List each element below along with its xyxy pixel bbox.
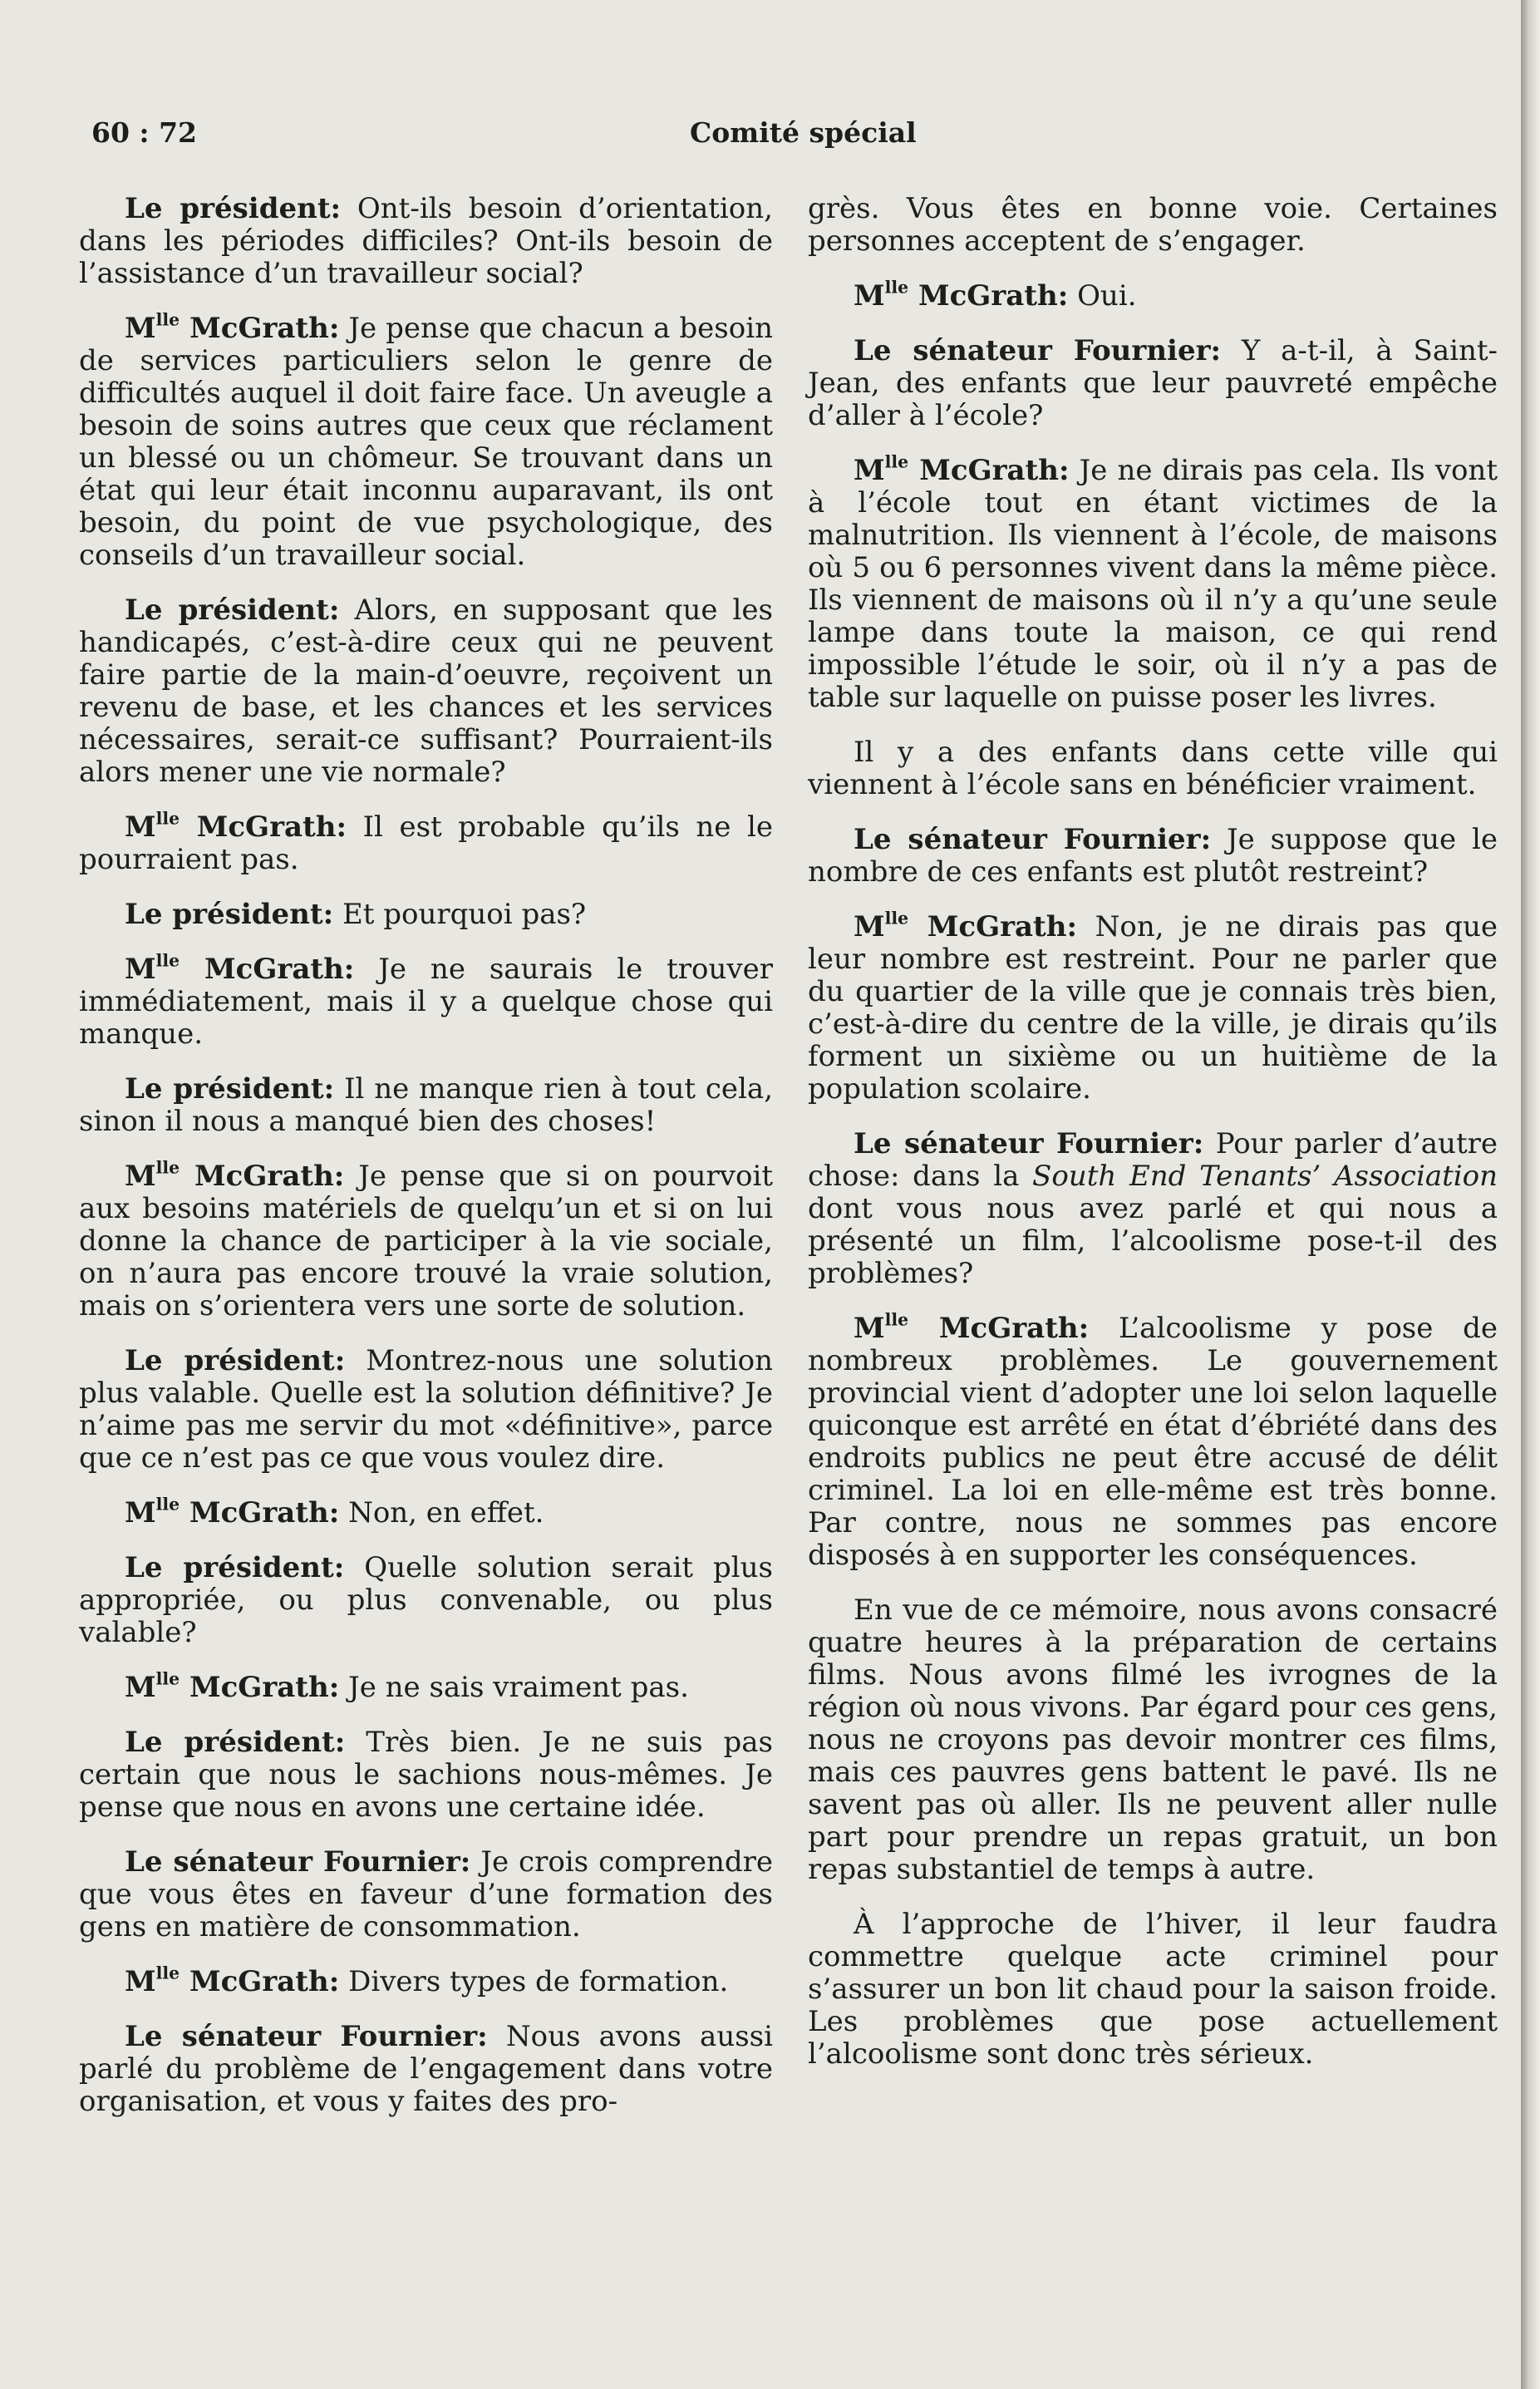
speech-text: Je suppose que le nombre de ces enfants est plutôt restreint? (808, 823, 1498, 889)
speaker-title-sup: lle (155, 1963, 180, 1983)
speaker-name (854, 1309, 1090, 1345)
running-title: Comité spécial (690, 116, 917, 149)
speaker-surname: McGrath: (180, 312, 340, 345)
speaker-name: Le sénateur Fournier: (854, 1127, 1204, 1160)
speaker-title-sup: lle (155, 309, 180, 330)
paragraph (808, 335, 1498, 432)
paragraph (79, 1345, 773, 1475)
speaker-name: Le président: (125, 1726, 346, 1759)
speech-text: Montrez-nous une solution plus valable. Quelle est la solution définitive? Je n’aime pas me servir du mot «définitive», parce que ce n’est pas ce que vous voulez dire. (79, 1344, 773, 1475)
speaker-title-sup: lle (884, 277, 909, 298)
speaker-title-sup: lle (155, 1668, 180, 1689)
speech-text: Oui. (1077, 279, 1137, 313)
speaker-title-sup: lle (155, 1494, 180, 1515)
paragraph (79, 1157, 773, 1323)
speech-text: Il est probable qu’ils ne le pourraient pas. (79, 810, 773, 876)
speaker-title: M (125, 953, 156, 986)
paragraph (79, 1726, 773, 1824)
speaker-title: M (854, 454, 885, 487)
speaker-title: M (125, 1671, 156, 1704)
speaker-surname: McGrath: (908, 454, 1070, 487)
paragraph (79, 899, 773, 931)
speaker-name (125, 1157, 345, 1193)
speaker-surname: McGrath: (180, 810, 347, 844)
speech-text: Je ne sais vraiment pas. (348, 1671, 689, 1704)
speaker-name: Le sénateur Fournier: (854, 334, 1222, 367)
page-edge-shadow (1521, 0, 1540, 2389)
speech-text: En vue de ce mémoire, nous avons consacré quatre heures à la préparation de certains films. Nous avons filmé les ivrognes de la région où nous vivons. Par égard pour ces gens, nous ne croyons pas devoir montrer ces films, mais ces pauvres gens battent le pavé. Ils ne savent pas où aller. Ils ne peuvent aller nulle part pour prendre un repas gratuit, un bon repas substantiel de temps à autre. (808, 1593, 1498, 1886)
paragraph (808, 1309, 1498, 1572)
speaker-name (125, 1496, 339, 1529)
speaker-title-sup: lle (155, 808, 180, 829)
speaker-title-sup: lle (884, 908, 909, 929)
paragraph (808, 908, 1498, 1106)
speech-text: Il ne manque rien à tout cela, sinon il nous a manqué bien des choses! (79, 1072, 774, 1138)
paragraph (808, 824, 1498, 889)
speaker-name (854, 451, 1070, 487)
speaker-surname: McGrath: (180, 1671, 340, 1704)
speech-text: Quelle solution serait plus appropriée, ou plus convenable, ou plus valable? (79, 1551, 773, 1649)
paragraph (808, 1909, 1498, 2071)
speaker-title-sup: lle (155, 1157, 180, 1178)
speech-text: Divers types de formation. (348, 1965, 729, 1998)
speaker-title-sup: lle (155, 950, 180, 971)
speaker-name: Le sénateur Fournier: (854, 823, 1212, 856)
page-header (91, 116, 1521, 158)
speaker-title: M (854, 279, 885, 313)
speech-text: À l’approche de l’hiver, il leur faudra commettre quelque acte criminel pour s’assurer un bon lit chaud pour la saison froide. Les problèmes que pose actuellement l’alcoolisme sont donc très sérieux. (808, 1908, 1498, 2071)
left-column (79, 193, 773, 2140)
paragraph (808, 277, 1498, 313)
page-number: 60 : 72 (91, 116, 198, 149)
paragraph (808, 736, 1498, 801)
speaker-title: M (125, 1160, 156, 1193)
speaker-title: M (125, 312, 156, 345)
speaker-surname: McGrath: (908, 1312, 1090, 1345)
paragraph (79, 1494, 773, 1529)
speaker-title-sup: lle (884, 451, 909, 472)
speaker-title: M (125, 1496, 156, 1529)
speech-text: Alors, en supposant que les handicapés, c’est-à-dire ceux qui ne peuvent faire partie de la main-d’oeuvre, reçoivent un revenu de base, et les chances et les services nécessaires, serait-ce suffisant? Pourraient-ils alors mener une vie normale? (79, 594, 773, 789)
paragraph (79, 1963, 773, 1998)
speaker-name (125, 1965, 339, 1998)
speech-text: Nous avons aussi parlé du problème de l’engagement dans votre organisation, et vous y faites des pro- (79, 2020, 773, 2118)
speaker-surname: McGrath: (180, 1965, 340, 1998)
speech-text: Y a-t-il, à Saint-Jean, des enfants que leur pauvreté empêche d’aller à l’école? (808, 334, 1498, 432)
speaker-title: M (125, 810, 156, 844)
speaker-name (125, 1668, 340, 1704)
speaker-name (125, 309, 340, 345)
paragraph (808, 193, 1498, 258)
speaker-surname: McGrath: (180, 1496, 340, 1529)
speech-text: Ont-ils besoin d’orientation, dans les périodes difficiles? Ont-ils besoin de l’assistance d’un travailleur social? (79, 192, 773, 290)
speaker-title: M (125, 1965, 156, 1998)
speaker-surname: McGrath: (908, 279, 1069, 313)
paragraph (79, 309, 773, 572)
speech-text: L’alcoolisme y pose de nombreux problèmes. Le gouvernement provincial vient d’adopter une loi selon laquelle quiconque est arrêté en état d’ébriété dans des endroits publics ne peut être accusé de délit criminel. La loi en elle-même est très bonne. Par contre, nous ne sommes pas encore disposés à en supporter les conséquences. (808, 1312, 1498, 1572)
speaker-name: Le président: (125, 192, 342, 225)
paragraph (808, 451, 1498, 714)
speech-text: Très bien. Je ne suis pas certain que nous le sachions nous-mêmes. Je pense que nous en avons une certaine idée. (79, 1726, 773, 1824)
paragraph (808, 1128, 1498, 1290)
speech-text: Je ne dirais pas cela. Ils vont à l’école tout en étant victimes de la malnutrition. Ils viennent à l’école, de maisons où 5 ou 6 personnes vivent dans la même pièce. Ils viennent de maisons où il n’y a qu’une seule lampe dans toute la maison, ce qui rend impossible l’étude le soir, où il n’y a pas de table sur laquelle on puisse poser les livres. (808, 454, 1498, 714)
speech-text: Je ne saurais le trouver immédiatement, mais il y a quelque chose qui manque. (79, 953, 773, 1051)
paragraph (79, 2021, 773, 2118)
speech-text: Il y a des enfants dans cette ville qui viennent à l’école sans en bénéficier vraiment. (808, 736, 1498, 801)
speaker-name (854, 279, 1068, 313)
speaker-name (125, 810, 347, 844)
speech-text: Non, je ne dirais pas que leur nombre est restreint. Pour ne parler que du quartier de la ville que je connais très bien, c’est-à-dire du centre de la ville, je dirais qu’ils forment un sixième ou un huitième de la population scolaire. (808, 910, 1498, 1106)
paragraph (79, 1668, 773, 1704)
right-column (808, 193, 1498, 2093)
speech-text: dont vous nous avez parlé et qui nous a présenté un film, l’alcoolisme pose-t-il des problèmes? (808, 1192, 1498, 1290)
paragraph (79, 1846, 773, 1943)
speaker-title: M (854, 1312, 885, 1345)
speaker-name: Le président: (125, 594, 340, 627)
speaker-surname: McGrath: (180, 953, 355, 986)
speech-text: Je crois comprendre que vous êtes en faveur d’une formation des gens en matière de consommation. (79, 1845, 773, 1943)
paragraph (79, 1552, 773, 1649)
speaker-name: Le président: (125, 1344, 346, 1377)
speech-text: Je pense que si on pourvoit aux besoins matériels de quelqu’un et si on lui donne la chance de participer à la vie sociale, on n’aura pas encore trouvé la vraie solution, mais on s’orientera vers une sorte de solution. (79, 1160, 773, 1323)
speaker-name (854, 910, 1077, 943)
speech-text: Et pourquoi pas? (342, 898, 587, 931)
paragraph (79, 594, 773, 789)
speaker-name (125, 950, 355, 986)
paragraph (79, 193, 773, 290)
paragraph (79, 950, 773, 1051)
speech-text: Non, en effet. (348, 1496, 544, 1529)
speaker-name: Le sénateur Fournier: (125, 1845, 471, 1879)
speaker-name: Le sénateur Fournier: (125, 2020, 488, 2053)
paragraph (79, 808, 773, 876)
speaker-name: Le président: (125, 1551, 345, 1584)
speaker-name: Le président: (125, 1072, 335, 1106)
speaker-title-sup: lle (884, 1309, 909, 1330)
speech-text: grès. Vous êtes en bonne voie. Certaines personnes acceptent de s’engager. (808, 192, 1498, 258)
speaker-name: Le président: (125, 898, 334, 931)
speaker-title: M (854, 910, 885, 943)
speaker-surname: McGrath: (180, 1160, 345, 1193)
speech-text: Pour parler d’autre chose: dans la (808, 1127, 1498, 1193)
paragraph (79, 1073, 773, 1138)
speech-text: Je pense que chacun a besoin de services particuliers selon le genre de difficultés auquel il doit faire face. Un aveugle a besoin de soins autres que ceux que réclament un blessé ou un chômeur. Se trouvant dans un état qui leur était inconnu auparavant, ils ont besoin, du point de vue psychologique, des conseils d’un travailleur social. (79, 312, 773, 572)
organization-name: South End Tenants’ Association (1032, 1160, 1498, 1193)
speaker-surname: McGrath: (908, 910, 1078, 943)
paragraph (808, 1594, 1498, 1886)
